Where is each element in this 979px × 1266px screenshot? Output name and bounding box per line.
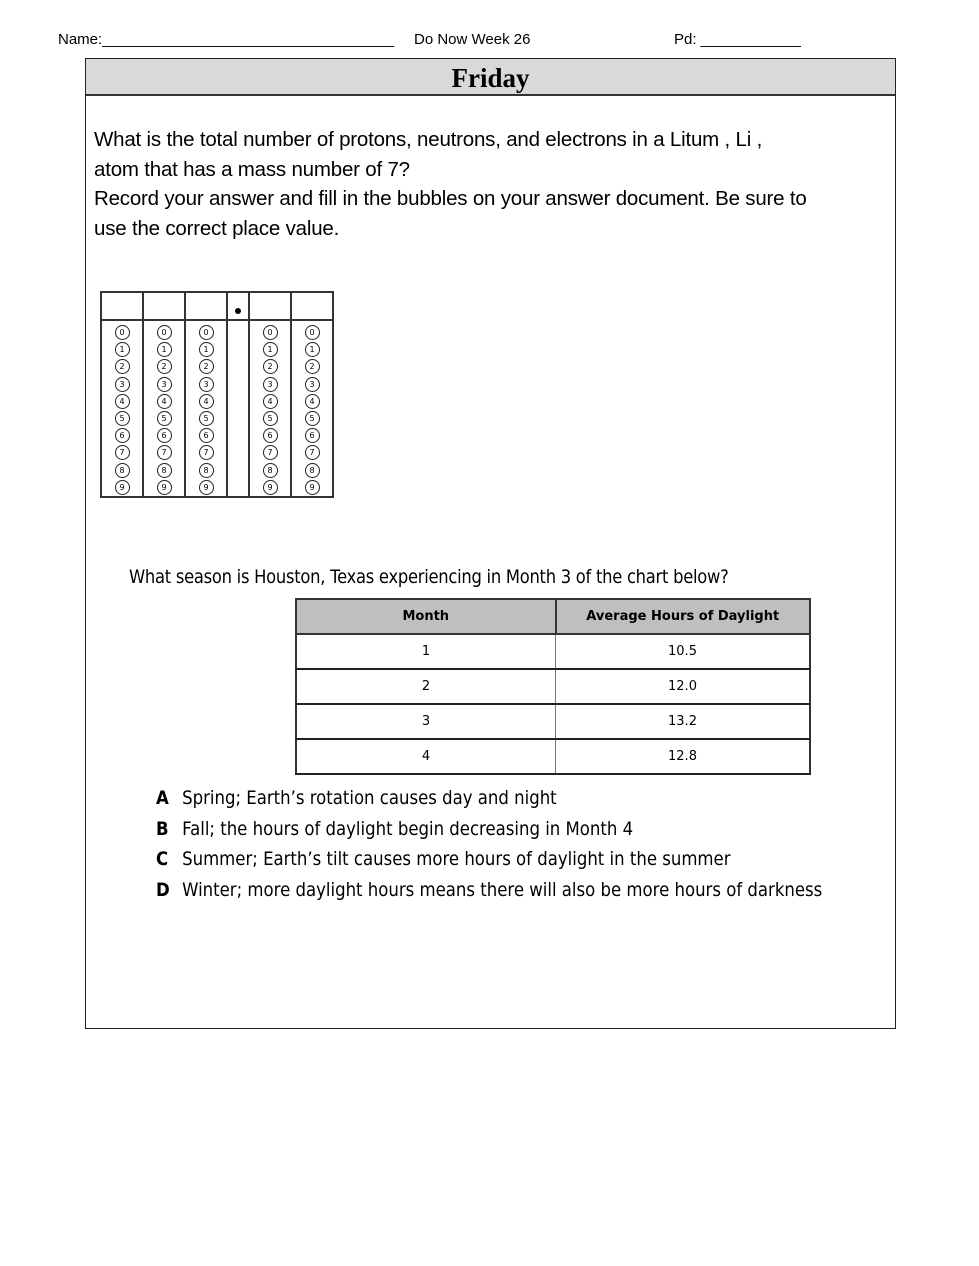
digit-bubble-2[interactable]: 2 <box>305 359 320 374</box>
day-title: Friday <box>451 63 530 93</box>
choice-letter: A <box>156 787 169 810</box>
digit-bubble-8[interactable]: 8 <box>157 463 172 478</box>
month-cell: 3 <box>296 704 556 739</box>
question-1 <box>94 125 884 243</box>
digit-bubble-1[interactable]: 1 <box>263 342 278 357</box>
digit-bubble-4[interactable]: 4 <box>157 394 172 409</box>
daylight-cell: 13.2 <box>556 704 811 739</box>
digit-bubble-9[interactable]: 9 <box>199 480 214 495</box>
digit-bubble-6[interactable]: 6 <box>157 428 172 443</box>
table-row <box>296 704 810 739</box>
digit-bubble-5[interactable]: 5 <box>199 411 214 426</box>
answer-box-2[interactable] <box>143 292 185 320</box>
choice-letter: C <box>156 848 169 871</box>
choice-text: Summer; Earth’s tilt causes more hours of daylight in the summer <box>182 848 731 871</box>
choice-a[interactable] <box>156 783 822 814</box>
digit-bubble-6[interactable]: 6 <box>115 428 130 443</box>
digit-bubble-6[interactable]: 6 <box>199 428 214 443</box>
answer-choices <box>156 783 922 905</box>
digit-bubble-0[interactable]: 0 <box>115 325 130 340</box>
digit-bubble-2[interactable]: 2 <box>263 359 278 374</box>
digit-bubble-1[interactable]: 1 <box>199 342 214 357</box>
digit-bubble-7[interactable]: 7 <box>115 445 130 460</box>
digit-bubble-4[interactable]: 4 <box>199 394 214 409</box>
bubble-column-5 <box>291 320 333 497</box>
digit-bubble-0[interactable]: 0 <box>157 325 172 340</box>
digit-bubble-6[interactable]: 6 <box>305 428 320 443</box>
digit-bubble-4[interactable]: 4 <box>115 394 130 409</box>
daylight-cell: 12.8 <box>556 739 811 774</box>
digit-bubble-4[interactable]: 4 <box>263 394 278 409</box>
answer-box-1[interactable] <box>101 292 143 320</box>
digit-bubble-2[interactable]: 2 <box>157 359 172 374</box>
digit-bubble-5[interactable]: 5 <box>157 411 172 426</box>
digit-bubble-5[interactable]: 5 <box>305 411 320 426</box>
digit-bubble-2[interactable]: 2 <box>199 359 214 374</box>
day-header <box>86 59 895 96</box>
digit-bubble-8[interactable]: 8 <box>305 463 320 478</box>
daylight-cell: 10.5 <box>556 634 811 669</box>
question-1-line: What is the total number of protons, neutrons, and electrons in a Litum , Li , <box>94 128 763 151</box>
choice-b[interactable] <box>156 814 822 845</box>
choice-d[interactable] <box>156 875 822 906</box>
question-1-line: atom that has a mass number of 7? <box>94 157 410 181</box>
digit-bubble-9[interactable]: 9 <box>115 480 130 495</box>
digit-bubble-3[interactable]: 3 <box>157 377 172 392</box>
answer-box-3[interactable] <box>185 292 227 320</box>
digit-bubble-5[interactable]: 5 <box>115 411 130 426</box>
bubble-column-2 <box>143 320 185 497</box>
answer-box-4[interactable] <box>249 292 291 320</box>
daylight-table <box>295 598 811 775</box>
digit-bubble-0[interactable]: 0 <box>305 325 320 340</box>
answer-box-5[interactable] <box>291 292 333 320</box>
digit-bubble-0[interactable]: 0 <box>199 325 214 340</box>
digit-bubble-4[interactable]: 4 <box>305 394 320 409</box>
digit-bubble-8[interactable]: 8 <box>263 463 278 478</box>
worksheet-title: Do Now Week 26 <box>414 31 531 48</box>
digit-bubble-3[interactable]: 3 <box>115 377 130 392</box>
bubble-column-3 <box>185 320 227 497</box>
digit-bubble-8[interactable]: 8 <box>115 463 130 478</box>
worksheet-frame <box>85 58 896 1029</box>
month-cell: 4 <box>296 739 556 774</box>
digit-bubble-7[interactable]: 7 <box>263 445 278 460</box>
decimal-point-icon <box>235 308 241 314</box>
question-2-prompt: What season is Houston, Texas experiencing in Month 3 of the chart below? <box>129 566 729 588</box>
bubble-column-4 <box>249 320 291 497</box>
digit-bubble-8[interactable]: 8 <box>199 463 214 478</box>
choice-c[interactable] <box>156 844 822 875</box>
digit-bubble-3[interactable]: 3 <box>263 377 278 392</box>
digit-bubble-5[interactable]: 5 <box>263 411 278 426</box>
column-header-month: Month <box>296 599 556 634</box>
period-field-label: Pd: ____________ <box>674 31 801 48</box>
table-row <box>296 634 810 669</box>
digit-bubble-1[interactable]: 1 <box>115 342 130 357</box>
digit-bubble-7[interactable]: 7 <box>157 445 172 460</box>
choice-letter: D <box>156 878 170 901</box>
question-1-instruction: use the correct place value. <box>94 216 340 240</box>
column-header-daylight: Average Hours of Daylight <box>556 599 811 634</box>
name-field-label: Name:___________________________________ <box>58 31 395 48</box>
digit-bubble-1[interactable]: 1 <box>305 342 320 357</box>
choice-text: Spring; Earth’s rotation causes day and night <box>182 787 557 810</box>
decimal-point-box <box>227 292 249 320</box>
bubble-column-1 <box>101 320 143 497</box>
choice-text: Fall; the hours of daylight begin decreasing in Month 4 <box>182 817 634 840</box>
digit-bubble-0[interactable]: 0 <box>263 325 278 340</box>
digit-bubble-9[interactable]: 9 <box>157 480 172 495</box>
digit-bubble-9[interactable]: 9 <box>263 480 278 495</box>
table-row <box>296 669 810 704</box>
choice-text: Winter; more daylight hours means there will also be more hours of darkness <box>182 878 823 901</box>
digit-bubble-7[interactable]: 7 <box>305 445 320 460</box>
digit-bubble-3[interactable]: 3 <box>199 377 214 392</box>
answer-bubble-grid <box>100 291 334 498</box>
table-row <box>296 739 810 774</box>
choice-letter: B <box>156 817 169 840</box>
digit-bubble-6[interactable]: 6 <box>263 428 278 443</box>
question-1-instruction: Record your answer and fill in the bubbles on your answer document. Be sure to <box>94 187 807 210</box>
digit-bubble-2[interactable]: 2 <box>115 359 130 374</box>
month-cell: 1 <box>296 634 556 669</box>
month-cell: 2 <box>296 669 556 704</box>
digit-bubble-9[interactable]: 9 <box>305 480 320 495</box>
digit-bubble-7[interactable]: 7 <box>199 445 214 460</box>
daylight-cell: 12.0 <box>556 669 811 704</box>
digit-bubble-3[interactable]: 3 <box>305 377 320 392</box>
digit-bubble-1[interactable]: 1 <box>157 342 172 357</box>
decimal-column <box>227 320 249 497</box>
